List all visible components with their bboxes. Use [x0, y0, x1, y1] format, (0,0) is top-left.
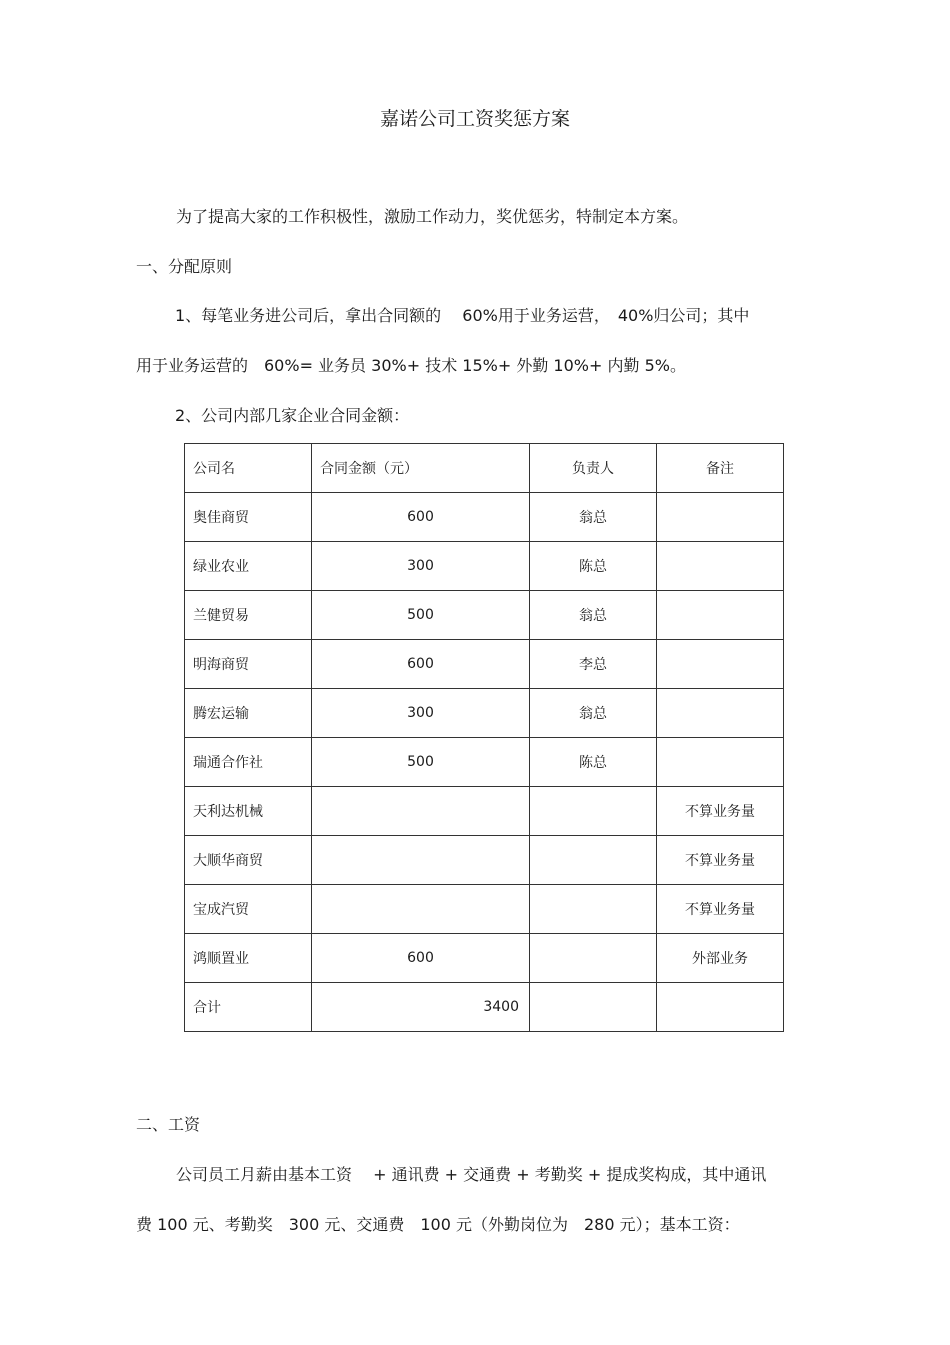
section1-item1-line1: 1、每笔业务进公司后，拿出合同额的 60%用于业务运营， 40%归公司；其中	[175, 306, 750, 325]
table-row	[185, 493, 784, 542]
cell-owner: 李总	[530, 640, 657, 689]
cell-company: 天利达机械	[185, 787, 312, 836]
header-company: 公司名	[185, 444, 312, 493]
cell-company: 大顺华商贸	[185, 836, 312, 885]
section2-line2: 费 100 元、考勤奖 300 元、交通费 100 元（外勤岗位为 280 元）；基本工资：	[136, 1215, 740, 1234]
total-value: 3400	[312, 983, 530, 1032]
cell-company: 奥佳商贸	[185, 493, 312, 542]
cell-company: 绿业农业	[185, 542, 312, 591]
cell-owner: 翁总	[530, 493, 657, 542]
cell-amount: 500	[312, 591, 530, 640]
document-title: 嘉诺公司工资奖惩方案	[379, 108, 570, 130]
cell-remark: 外部业务	[657, 934, 784, 983]
cell-amount: 600	[312, 640, 530, 689]
contract-table	[184, 443, 784, 1032]
section1-item1-line2: 用于业务运营的 60%= 业务员 30%+ 技术 15%+ 外勤 10%+ 内勤 5%。	[136, 356, 686, 375]
table-row	[185, 591, 784, 640]
cell-remark	[657, 738, 784, 787]
cell-amount	[312, 787, 530, 836]
cell-company: 腾宏运输	[185, 689, 312, 738]
cell-amount: 300	[312, 689, 530, 738]
cell-company: 宝成汽贸	[185, 885, 312, 934]
cell-company: 兰健贸易	[185, 591, 312, 640]
table-total-row	[185, 983, 784, 1032]
table-row	[185, 542, 784, 591]
cell-amount: 500	[312, 738, 530, 787]
cell-amount: 300	[312, 542, 530, 591]
cell-remark	[657, 689, 784, 738]
cell-company: 瑞通合作社	[185, 738, 312, 787]
section1-item2: 2、公司内部几家企业合同金额：	[175, 406, 410, 425]
cell-owner	[530, 934, 657, 983]
cell-company: 鸿顺置业	[185, 934, 312, 983]
cell-company: 明海商贸	[185, 640, 312, 689]
cell-remark	[657, 983, 784, 1032]
intro-paragraph: 为了提高大家的工作积极性，激励工作动力，奖优惩劣，特制定本方案。	[176, 207, 689, 226]
cell-owner	[530, 983, 657, 1032]
cell-amount: 600	[312, 934, 530, 983]
cell-remark	[657, 591, 784, 640]
table-row	[185, 934, 784, 983]
cell-amount	[312, 885, 530, 934]
cell-remark: 不算业务量	[657, 836, 784, 885]
cell-remark	[657, 493, 784, 542]
table-row	[185, 689, 784, 738]
header-amount: 合同金额（元）	[312, 444, 530, 493]
header-remark: 备注	[657, 444, 784, 493]
table-row	[185, 738, 784, 787]
table-row	[185, 640, 784, 689]
table-header-row	[185, 444, 784, 493]
total-label: 合计	[185, 983, 312, 1032]
cell-owner	[530, 836, 657, 885]
cell-amount: 600	[312, 493, 530, 542]
table-row	[185, 787, 784, 836]
table-row	[185, 885, 784, 934]
cell-remark	[657, 542, 784, 591]
table-row	[185, 836, 784, 885]
cell-owner: 陈总	[530, 542, 657, 591]
section2-line1: 公司员工月薪由基本工资 + 通讯费 + 交通费 + 考勤奖 + 提成奖构成，其中通讯	[176, 1165, 767, 1184]
section2-heading: 二、工资	[136, 1115, 201, 1134]
cell-owner: 陈总	[530, 738, 657, 787]
section1-heading: 一、分配原则	[136, 257, 233, 276]
cell-remark: 不算业务量	[657, 885, 784, 934]
cell-owner	[530, 885, 657, 934]
cell-owner: 翁总	[530, 689, 657, 738]
cell-owner	[530, 787, 657, 836]
cell-owner: 翁总	[530, 591, 657, 640]
cell-remark	[657, 640, 784, 689]
header-owner: 负责人	[530, 444, 657, 493]
cell-amount	[312, 836, 530, 885]
cell-remark: 不算业务量	[657, 787, 784, 836]
